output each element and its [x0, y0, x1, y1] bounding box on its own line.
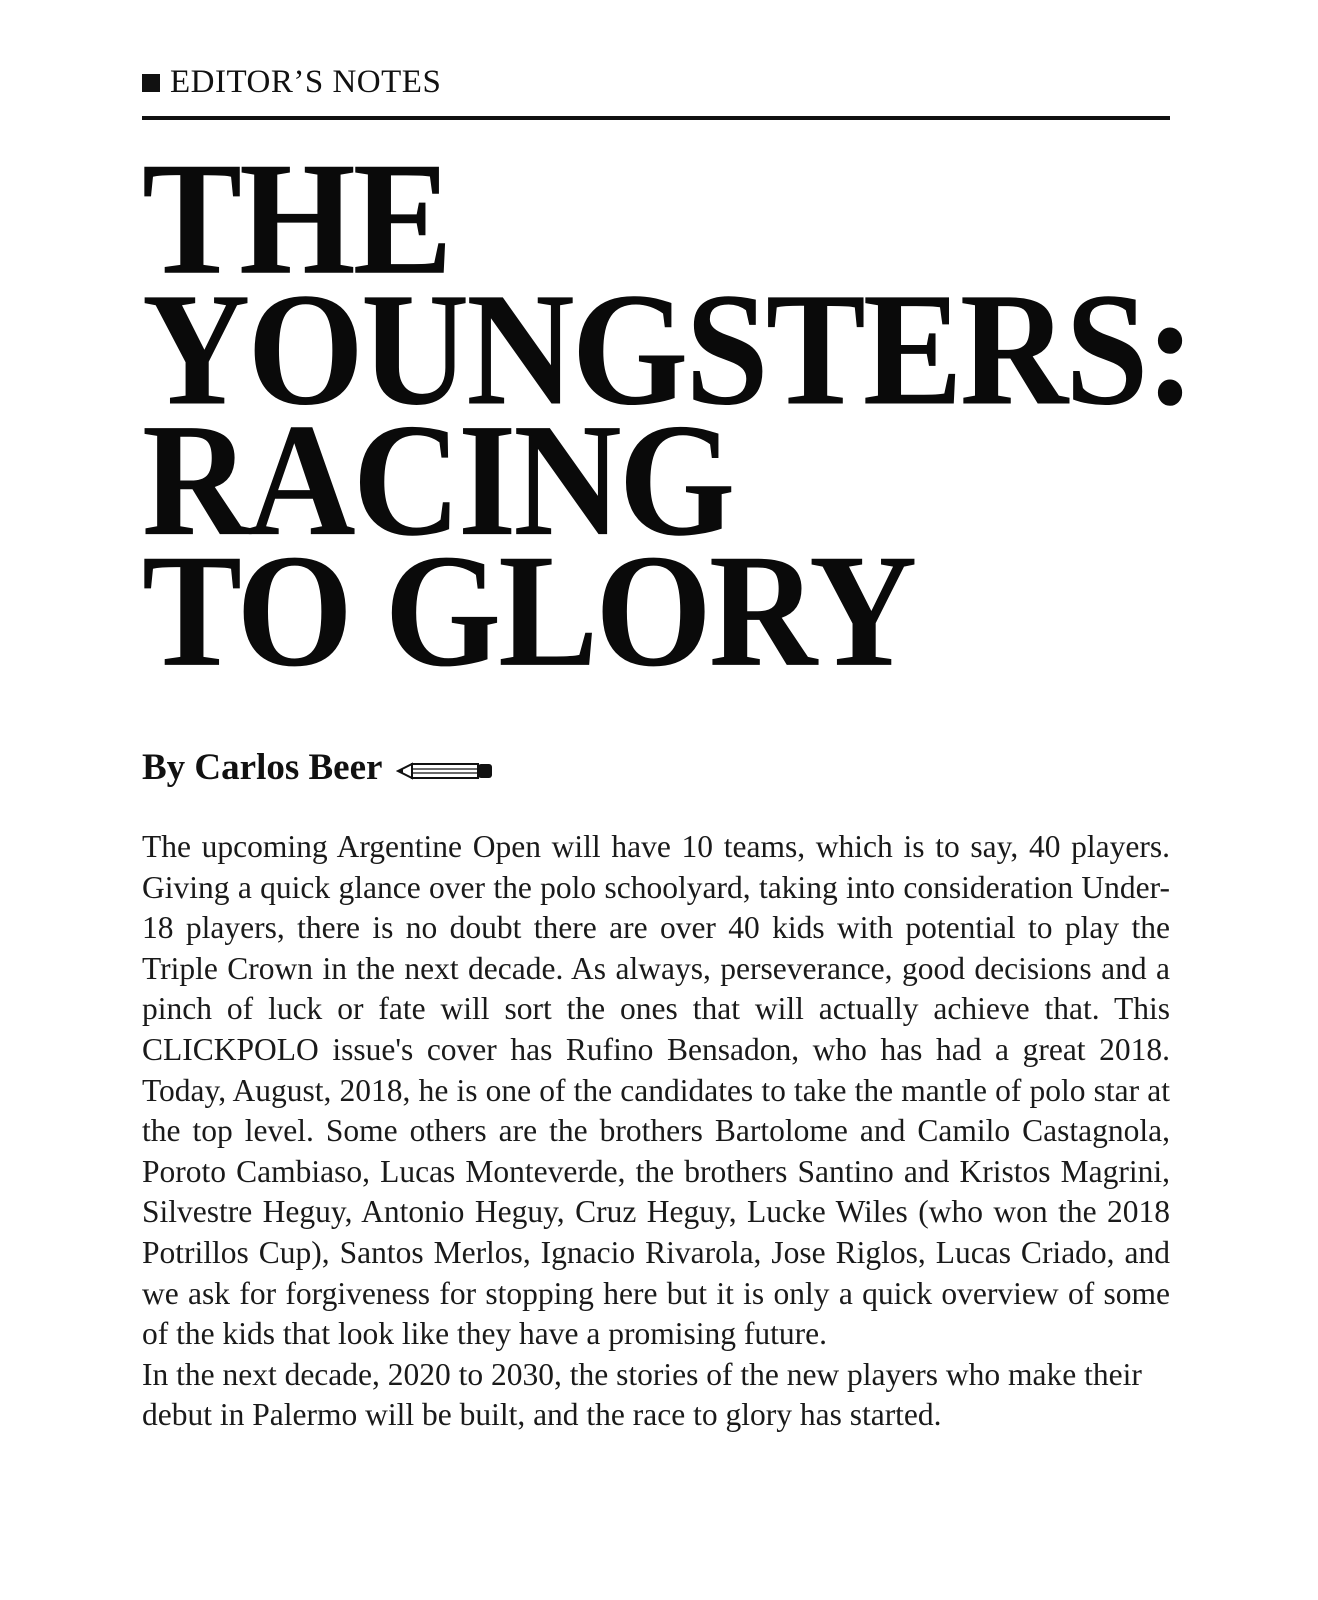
headline-line-2: YOUNGSTERS:	[142, 259, 1193, 440]
section-divider	[142, 116, 1170, 120]
article-paragraph: In the next decade, 2020 to 2030, the stories of the new players who make their debut in Palermo will be built, and the race to glory has started.	[142, 1356, 1142, 1433]
editors-notes-page	[142, 60, 1193, 1436]
square-bullet-icon	[142, 74, 160, 92]
section-header	[142, 60, 1172, 104]
byline	[142, 746, 1172, 789]
author-name: By Carlos Beer	[142, 747, 383, 788]
headline-line-3: RACING	[142, 390, 733, 570]
article-paragraph: The upcoming Argentine Open will have 10 teams, which is to say, 40 players. Giving a quick glance over the polo schoolyard, taking into consideration Under-18 players, there is no doubt there are over 40 kids with potential to play the Triple Crown in the next decade. As always, perseverance, good decisions and a pinch of luck or fate will sort the ones that will actually achieve that. This CLICKPOLO issue's cover has Rufino Bensadon, who has had a great 2018. Today, August, 2018, he is one of the candidates to take the mantle of polo star at the top level. Some others are the brothers Bartolome and Camilo Castagnola, Poroto Cambiaso, Lucas Monteverde, the brothers Santino and Kristos Magrini, Silvestre Heguy, Antonio Heguy, Cruz Heguy, Lucke Wiles (who won the 2018 Potrillos Cup), Santos Merlos, Ignacio Rivarola, Jose Riglos, Lucas Criado, and we ask for forgiveness for stopping here but it is only a quick overview of some of the kids that look like they have a promising future.	[142, 829, 1170, 1352]
article-headline	[142, 129, 1193, 701]
headline-line-1: THE	[142, 129, 450, 309]
headline-line-4: TO GLORY	[142, 521, 915, 701]
pencil-icon	[396, 749, 496, 792]
section-label: EDITOR’S NOTES	[170, 63, 442, 100]
article-body	[142, 827, 1170, 1436]
